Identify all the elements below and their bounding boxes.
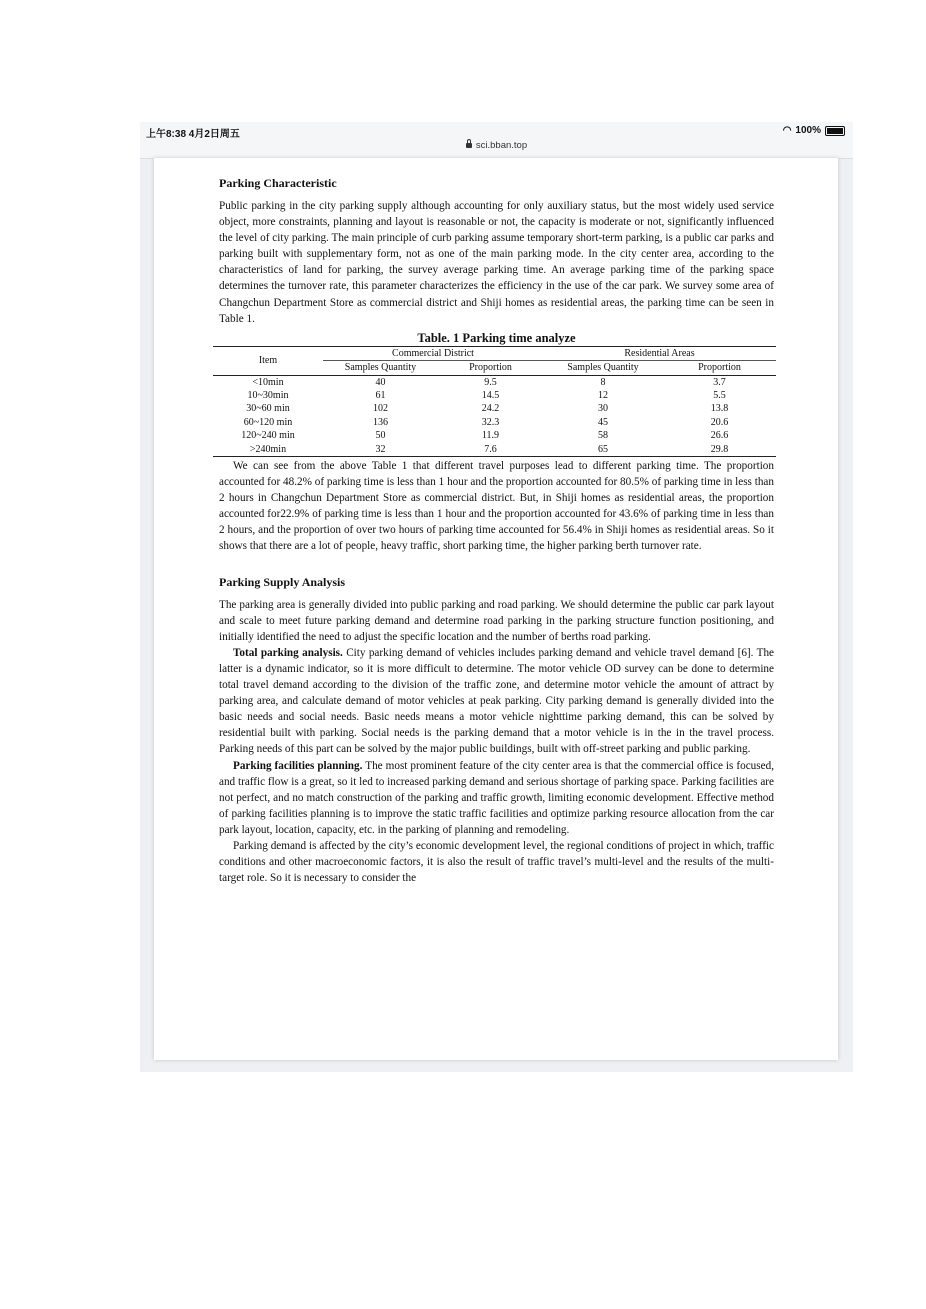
run-in-heading: Parking facilities planning.	[233, 759, 363, 772]
cell-c-proportion: 7.6	[438, 443, 543, 457]
cell-c-proportion: 11.9	[481, 430, 500, 442]
cell-item: >240min	[213, 443, 323, 457]
table-header-samples: Samples Quantity	[323, 361, 438, 375]
cell-r-samples: 58	[598, 430, 608, 442]
cell-c-samples: 32	[323, 443, 438, 457]
paragraph: Parking demand is affected by the city’s economic development level, the regional conditions of project in which, traffic conditions and other macroeconomic factors, it is also the result of traffic travel’s multi-level and the results of the multi-target role. So it is necessary to consider the	[219, 839, 774, 885]
cell-r-samples: 45	[598, 416, 608, 428]
lock-icon	[466, 143, 472, 148]
cell-item: 60~120 min	[243, 416, 293, 428]
paragraph-text: The most prominent feature of the city center area is that the commercial office is focused, and traffic flow is a great, so it led to increased parking demand and serious shortage of parking space. Parking facilities are not perfect, and no match construction of the parking and traffic growth, limiting economic development. Effective method of parking facilities planning is to improve the static traffic facilities and optimize parking resource allocation from the car park layout, location, capacity, etc. in the parking of planning and remodeling.	[219, 759, 774, 836]
cell-r-proportion: 3.7	[713, 376, 726, 388]
cell-r-proportion: 13.8	[710, 403, 729, 415]
status-right	[783, 125, 845, 136]
cell-item: <10min	[252, 376, 284, 388]
cell-item: 30~60 min	[246, 403, 290, 415]
cell-r-proportion: 5.5	[713, 389, 726, 401]
section-heading-parking-supply: Parking Supply Analysis	[219, 574, 346, 589]
table-row	[213, 443, 776, 457]
url-text: sci.bban.top	[475, 140, 528, 151]
cell-r-samples: 8	[600, 376, 606, 388]
cell-r-proportion: 26.6	[710, 430, 729, 442]
paragraph: Public parking in the city parking supply although accounting for only auxiliary status, but the most widely used service object, more constraints, planning and layout is reasonable or not, the capacity is moderate or not, significantly influenced the level of city parking. The main principle of curb parking assume temporary short-term parking, is a public car parks and parking built with supplementary form, not as one of the main parking mode. In the city center area, according to the characteristics of land for parking, the survey average parking time. An average parking time of the parking space determines the turnover rate, this parameter characterizes the efficiency in the use of the car park. We survey some area of Changchun Department Store as commercial district and Shiji homes as residential areas, the parking time can be seen in Table 1.	[219, 200, 774, 325]
cell-c-proportion: 24.2	[481, 403, 500, 415]
cell-c-proportion: 9.5	[484, 376, 497, 388]
table-header-item: Item	[213, 346, 323, 375]
table-header-samples: Samples Quantity	[543, 361, 663, 375]
paragraph-text: City parking demand of vehicles includes parking demand and vehicle travel demand [6]. The latter is a dynamic indicator, so it is more difficult to determine. The motor vehicle OD survey can be done to determine total travel demand according to the division of the traffic zone, and determine motor vehicle the amount of attract by parking area, and calculate demand of motor vehicles at peak parking. City parking demand is generally divided into the basic needs and social needs. Basic needs means a motor vehicle nighttime parking demand, this can be solved by residential built with parking. Social needs is the parking demand that a motor vehicle is in the in the travel process. Parking needs of this part can be solved by the major public buildings, built with off-street parking and public parking.	[219, 646, 775, 756]
cell-c-samples: 50	[375, 430, 386, 442]
table-header-proportion: Proportion	[663, 361, 776, 375]
table-row	[213, 389, 776, 402]
cell-r-proportion: 20.6	[710, 416, 729, 428]
paragraph: We can see from the above Table 1 that different travel purposes lead to different parking time. The proportion accounted for 48.2% of parking time is less than 1 hour and the proportion accounted for 80.5% of parking time in less than 2 hours in Changchun Department Store as commercial district. But, in Shiji homes as residential areas, the proportion accounted for22.9% of parking time is less than 1 hour and the proportion accounted for 43.6% of parking time in less than 2 hours, and the proportion of over two hours of parking time accounted for 56.4% in Shiji homes as residential areas. So it shows that there are a lot of people, heavy traffic, short parking time, the higher parking berth turnover rate.	[219, 460, 774, 553]
paragraph-total-parking	[219, 645, 774, 758]
parking-time-table	[213, 346, 776, 457]
status-time: 上午8:38 4月2日周五	[146, 129, 240, 140]
status-bar	[140, 122, 853, 159]
cell-item: 10~30min	[247, 389, 289, 401]
cell-c-samples: 136	[373, 416, 388, 428]
address-bar[interactable]	[140, 140, 853, 151]
battery-percent: 100%	[795, 125, 821, 136]
table-header-commercial: Commercial District	[323, 346, 543, 360]
cell-r-samples: 12	[598, 389, 608, 401]
table-header-proportion: Proportion	[438, 361, 543, 375]
table-row	[213, 416, 776, 429]
cell-c-samples: 61	[375, 389, 386, 401]
cell-c-samples: 102	[373, 403, 388, 415]
table-row	[213, 375, 776, 389]
paragraph-facilities-planning	[219, 758, 774, 838]
cell-c-proportion: 32.3	[481, 416, 500, 428]
table-row	[213, 429, 776, 442]
document-content	[219, 158, 774, 886]
cell-r-proportion: 29.8	[663, 443, 776, 457]
cell-r-samples: 30	[598, 403, 608, 415]
wifi-icon: ◠	[782, 125, 792, 136]
section-heading-parking-characteristic: Parking Characteristic	[219, 176, 337, 190]
table-title: Table. 1 Parking time analyze	[417, 330, 576, 345]
run-in-heading: Total parking analysis.	[233, 646, 343, 659]
cell-r-samples: 65	[543, 443, 663, 457]
cell-item: 120~240 min	[241, 430, 295, 442]
table-row	[213, 402, 776, 415]
table-header-residential: Residential Areas	[543, 346, 776, 360]
paragraph: The parking area is generally divided into public parking and road parking. We should determine the public car park layout and scale to meet future parking demand and determine road parking in the parking structure function positioning, and initially identified the need to adjust the specific location and the number of berths road parking.	[219, 598, 774, 643]
cell-c-samples: 40	[375, 376, 386, 388]
battery-icon	[825, 126, 845, 136]
cell-c-proportion: 14.5	[481, 389, 500, 401]
